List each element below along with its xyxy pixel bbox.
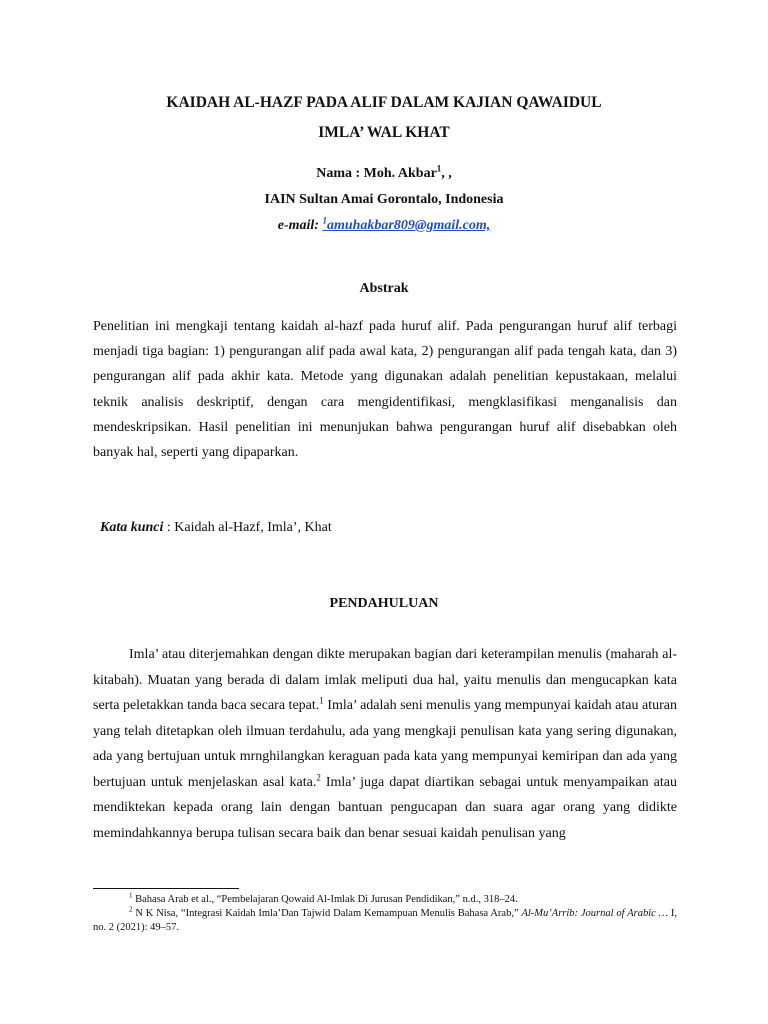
footnotes bbox=[93, 893, 677, 935]
abstract-text: Penelitian ini mengkaji tentang kaidah al-hazf pada huruf alif. Pada pengurangan huruf alif terbagi menjadi tiga bagian: 1) pengurangan alif pada awal kata, 2) pengurangan alif pada tengah kata, dan 3) pengurangan alif pada akhir kata. Metode yang digunakan adalah penelitian kepustakaan, melalui teknik analisis deskriptif, dengan cara mengidentifikasi, mengklasifikasi menganalisis dan mendeskripsikan. Hasil penelitian ini menunjukan bahwa pengurangan huruf alif disebabkan oleh banyak hal, seperti yang dipaparkan. bbox=[93, 319, 677, 461]
footnote-number: 1 bbox=[129, 891, 133, 900]
footnote-text-tail: I, no. 2 (2021): 49–57. bbox=[93, 908, 677, 933]
footnote-text: Bahasa Arab et al., “Pembelajaran Qowaid Al-Imlak Di Jurusan Pendidikan,” n.d., 318–24. bbox=[132, 894, 518, 905]
body-paragraph bbox=[93, 642, 677, 846]
email-marker: 1 bbox=[322, 215, 327, 226]
keywords-text: : Kaidah al-Hazf, Imla’, Khat bbox=[163, 520, 332, 535]
keywords-label: Kata kunci bbox=[100, 520, 164, 535]
email-label: e-mail: bbox=[277, 218, 323, 233]
footnote-2 bbox=[93, 907, 677, 935]
footnote-number: 2 bbox=[129, 905, 133, 914]
footnote-ref-1[interactable]: 1 bbox=[319, 695, 324, 706]
paper-title-line-2: IMLA’ WAL KHAT bbox=[318, 124, 450, 141]
author-name-text: Nama : Moh. Akbar bbox=[316, 166, 437, 181]
author-name bbox=[92, 163, 676, 182]
keywords bbox=[100, 520, 676, 536]
body-text-2: Imla’ adalah seni menulis yang mempunyai kaidah atau aturan yang telah ditetapkan oleh ilmuan terdahulu, ada yang mengkaji penulisan kata yang sering digunakan, ada yang bertujuan untuk mrnghilangkan keraguan pada kata yang mempunyai kemiripan dan ada yang bertujuan untuk menjelaskan asal kata. bbox=[93, 698, 677, 790]
body-text-1: Imla’ atau diterjemahkan dengan dikte merupakan bagian dari keterampilan menulis (maharah al-kitabah). Muatan yang berada di dalam imlak meliputi dua hal, yaitu menulis dan mengucapkan kata serta peletakkan tanda baca secara tepat. bbox=[93, 647, 677, 713]
section-heading: PENDAHULUAN bbox=[329, 596, 439, 611]
author-affiliation: IAIN Sultan Amai Gorontalo, Indonesia bbox=[264, 192, 504, 207]
footnote-journal-title: Al-Mu’Arrib: Journal of Arabic … bbox=[521, 908, 669, 919]
abstract-heading: Abstrak bbox=[359, 281, 409, 296]
email-link[interactable] bbox=[322, 215, 491, 233]
author-affiliation-marker: 1 bbox=[436, 163, 442, 174]
footnote-text: N K Nisa, “Integrasi Kaidah Imla’Dan Tajwid Dalam Kemampuan Menulis Bahasa Arab,” bbox=[132, 908, 522, 919]
footnote-1 bbox=[93, 893, 677, 907]
author-name-suffix: , , bbox=[441, 166, 452, 181]
email-address: amuhakbar809@gmail.com, bbox=[326, 218, 491, 233]
footnote-ref-2[interactable]: 2 bbox=[316, 771, 321, 782]
paper-title-line-1: KAIDAH AL-HAZF PADA ALIF DALAM KAJIAN QAWAIDUL bbox=[166, 94, 602, 111]
body-text-3: Imla’ juga dapat diartikan sebagai untuk menyampaikan atau mendiktekan kepada orang lain dengan bantuan pengucapan dan suara agar orang yang didikte memindahkannya berupa tulisan secara baik dan benar sesuai kaidah penulisan yang bbox=[93, 774, 677, 841]
footnote-separator bbox=[93, 888, 239, 889]
author-email-line bbox=[92, 215, 676, 234]
